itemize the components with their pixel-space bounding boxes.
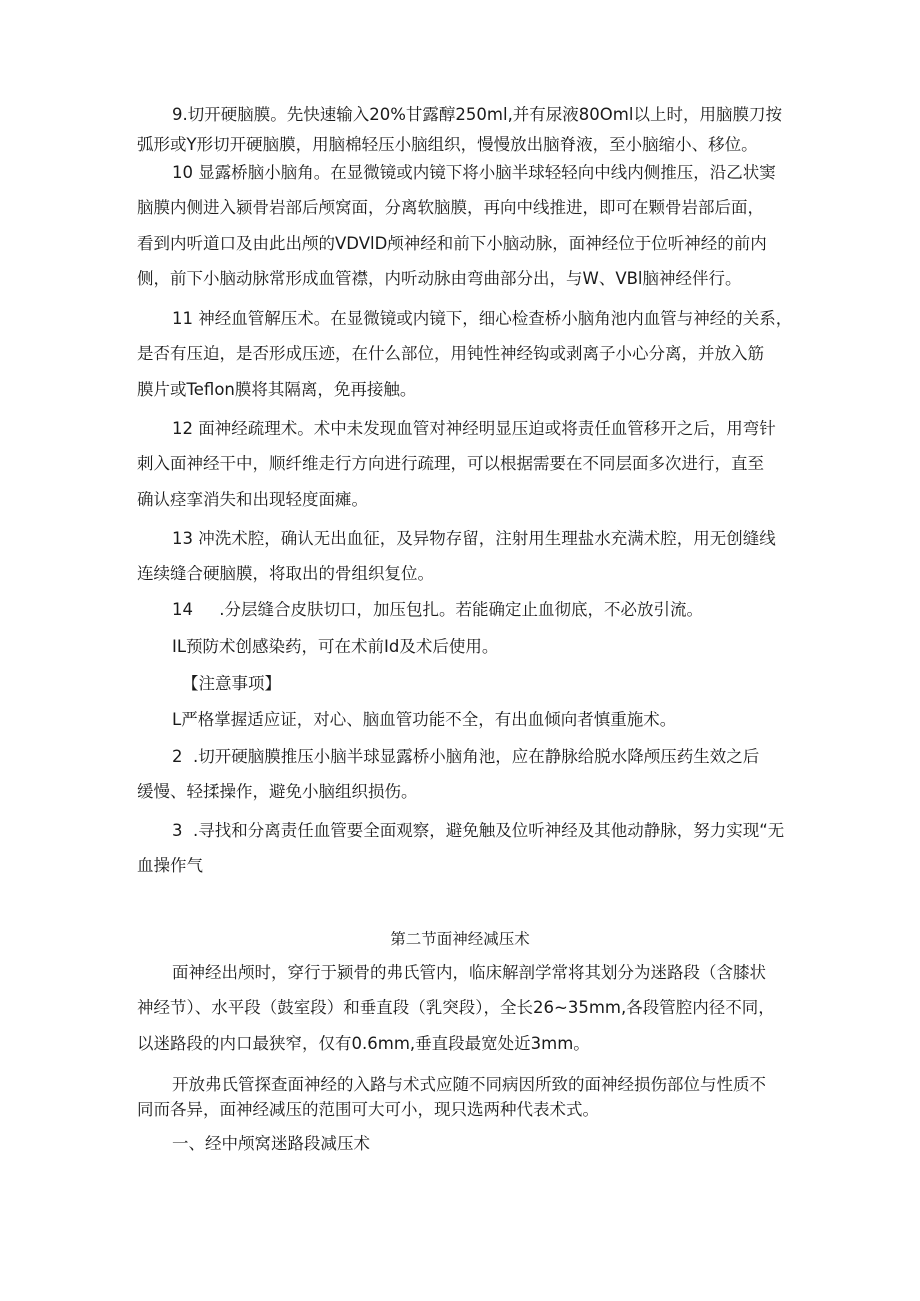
paragraph-12-line-2: 刺入面神经干中，顺纤维走行方向进行疏理，可以根据需要在不同层面多次进行，直至 xyxy=(137,454,764,473)
notes-heading: 【注意事项】 xyxy=(182,674,281,693)
paragraph-11-line-1: 11 神经血管解压术。在显微镜或内镜下，细心检查桥小脑角池内血管与神经的关系， xyxy=(172,309,793,328)
section-paragraph-2-line-1: 开放弗氏管探查面神经的入路与术式应随不同病因所致的面神经损伤部位与性质不 xyxy=(172,1075,766,1094)
paragraph-15-line-1: IL预防术创感染药，可在术前Id及术后使用。 xyxy=(172,637,499,656)
paragraph-14-line-1: 14 .分层缝合皮肤切口，加压包扎。若能确定止血彻底，不必放引流。 xyxy=(172,600,703,619)
paragraph-13-line-1: 13 冲洗术腔，确认无出血征，及异物存留，注射用生理盐水充满术腔，用无创缝线 xyxy=(172,529,776,548)
note-1-line-1: L严格掌握适应证，对心、脑血管功能不全，有出血倾向者慎重施术。 xyxy=(172,710,677,729)
paragraph-10-line-3: 看到内听道口及由此出颅的VDVlD颅神经和前下小脑动脉，面神经位于位听神经的前内 xyxy=(137,234,767,253)
paragraph-11-line-2: 是否有压迫，是否形成压迹，在什么部位，用钝性神经钩或剥离子小心分离，并放入筋 xyxy=(137,344,764,363)
paragraph-13-line-2: 连续缝合硬脑膜，将取出的骨组织复位。 xyxy=(137,564,434,583)
note-3-line-2: 血操作气 xyxy=(137,856,203,875)
paragraph-9-line-1: 9.切开硬脑膜。先快速输入20%甘露醇250ml,并有尿液80Oml以上时，用脑膜刀按 xyxy=(172,105,782,124)
paragraph-9-line-2: 弧形或Y形切开硬脑膜，用脑棉轻压小脑组织，慢慢放出脑脊液，至小脑缩小、移位。 xyxy=(137,135,758,154)
paragraph-10-line-2: 脑膜内侧进入颍骨岩部后颅窝面，分离软脑膜，再向中线推进，即可在颗骨岩部后面， xyxy=(137,198,764,217)
note-2-line-1: 2 .切开硬脑膜推压小脑半球显露桥小脑角池，应在静脉给脱水降颅压药生效之后 xyxy=(172,747,760,766)
paragraph-10-line-4: 侧，前下小脑动脉常形成血管襟，内听动脉由弯曲部分出，与W、VBl脑神经伴行。 xyxy=(137,269,742,288)
subsection-heading: 一、经中颅窝迷路段减压术 xyxy=(172,1134,370,1153)
note-3-line-1: 3 .寻找和分离责任血管要全面观察，避免触及位听神经及其他动静脉，努力实现“无 xyxy=(172,821,785,840)
paragraph-12-line-1: 12 面神经疏理术。术中未发现血管对神经明显压迫或将责任血管移开之后，用弯针 xyxy=(172,419,776,438)
paragraph-12-line-3: 确认痉挛消失和出现轻度面瘫。 xyxy=(137,490,368,509)
section-paragraph-2-line-2: 同而各异，面神经减压的范围可大可小，现只选两种代表术式。 xyxy=(137,1100,599,1119)
section-title: 第二节面神经减压术 xyxy=(390,930,530,948)
section-paragraph-1-line-1: 面神经出颅时，穿行于颍骨的弗氏管内，临床解剖学常将其划分为迷路段（含膝状 xyxy=(172,963,766,982)
section-paragraph-1-line-2: 神经节）、水平段（鼓室段）和垂直段（乳突段），全长26~35mm,各段管腔内径不同， xyxy=(137,998,775,1017)
paragraph-11-line-3: 膜片或Teflon膜将其隔离，免再接触。 xyxy=(137,380,417,399)
paragraph-10-line-1: 10 显露桥脑小脑角。在显微镜或内镜下将小脑半球轻轻向中线内侧推压，沿乙状窦 xyxy=(172,163,776,182)
section-paragraph-1-line-3: 以迷路段的内口最狭窄，仅有0.6mm,垂直段最宽处近3mm。 xyxy=(137,1034,590,1053)
note-2-line-2: 缓慢、轻揉操作，避免小脑组织损伤。 xyxy=(137,782,418,801)
